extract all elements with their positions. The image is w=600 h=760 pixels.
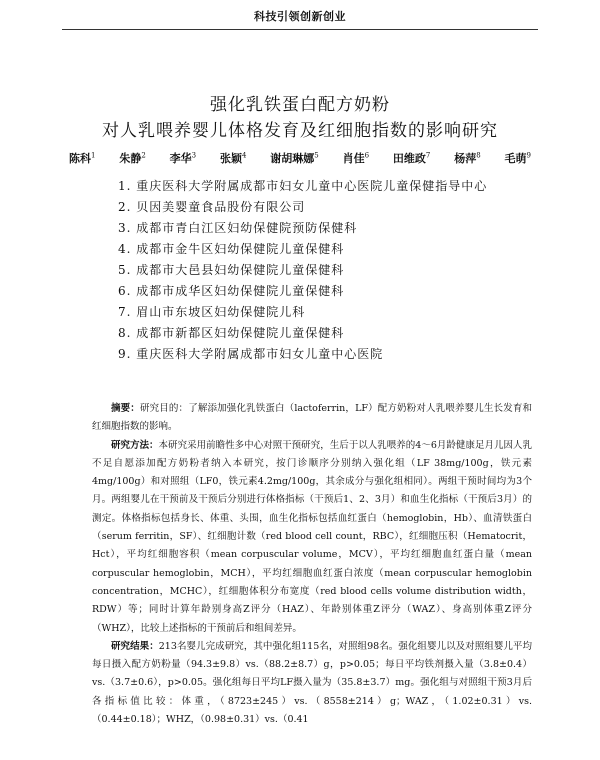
author: 张颖$^4$	[219, 151, 247, 165]
results-text: 213名婴儿完成研究，其中强化组115名，对照组98名。强化组婴儿以及对照组婴儿平均每日摄入配方奶粉量（94.3±9.8）vs.（88.2±8.7）g，p>0.05；每日平均铁剂摄入量（3.8±0.4）vs.（3.7±0.6），p>0.05。强化组每日平均LF摄入量为（35.8±3.7）mg。强化组与对照组干预3月后各指标值比较：体重，（8723±245）vs.（8558±214）g；WAZ，（1.02±0.31）vs.（0.44±0.18）；WHZ，（0.98±0.31）vs.（0.41	[92, 640, 532, 726]
methods-label: 研究方法：	[111, 439, 159, 451]
header-divider	[62, 29, 538, 30]
affiliation-item: 8. 成都市新都区妇幼保健院儿童保健科	[118, 326, 345, 340]
affiliation-item: 6. 成都市成华区妇幼保健院儿童保健科	[118, 284, 345, 298]
author: 肖佳$^6$	[342, 151, 370, 165]
results-label: 研究结果：	[111, 640, 159, 652]
author: 谢胡琳娜$^5$	[270, 151, 319, 165]
running-header	[0, 0, 600, 28]
affiliation-item: 2. 贝因美婴童食品股份有限公司	[118, 200, 306, 214]
author-list	[0, 150, 600, 166]
journal-section-title: 科技引领创新创业	[254, 10, 346, 23]
author: 朱静$^2$	[119, 151, 146, 165]
affiliation-list	[118, 176, 487, 365]
affiliation-item: 7. 眉山市东坡区妇幼保健院儿科	[118, 305, 306, 319]
author: 杨萍$^8$	[454, 151, 481, 165]
abstract-label: 摘要：	[111, 403, 140, 414]
author: 李华$^3$	[169, 151, 197, 165]
paper-title-line-2: 对人乳喂养婴儿体格发育及红细胞指数的影响研究	[102, 121, 498, 141]
affiliation-item: 3. 成都市青白江区妇幼保健院预防保健科	[118, 221, 358, 235]
author: 毛萌$^9$	[504, 151, 531, 165]
author: 田维政$^7$	[392, 151, 431, 165]
results-paragraph	[92, 638, 532, 729]
abstract-body	[92, 400, 532, 729]
affiliation-item: 5. 成都市大邑县妇幼保健院儿童保健科	[118, 263, 345, 277]
abstract-paragraph	[92, 400, 532, 437]
paper-title-line-1: 强化乳铁蛋白配方奶粉	[210, 95, 390, 115]
methods-paragraph	[92, 437, 532, 638]
affiliation-item: 9. 重庆医科大学附属成都市妇女儿童中心医院	[118, 347, 384, 361]
abstract-text: 研究目的：了解添加强化乳铁蛋白（lactoferrin，LF）配方奶粉对人乳喂养婴儿生长发育和红细胞指数的影响。	[92, 403, 532, 433]
affiliation-item: 1. 重庆医科大学附属成都市妇女儿童中心医院儿童保健指导中心	[118, 179, 488, 193]
affiliation-item: 4. 成都市金牛区妇幼保健院儿童保健科	[118, 242, 345, 256]
methods-text: 本研究采用前瞻性多中心对照干预研究，生后于以人乳喂养的4～6月龄健康足月儿因人乳不足自愿添加配方奶粉者纳入本研究，按门诊顺序分别纳入强化组（LF 38mg/100g，铁元素4mg/100g）和对照组（LF0，铁元素4.2mg/100g，其余成分与强化组相同）。两组干预时间均为3个月。两组婴儿在干预前及干预后分别进行体格指标（干预后1、2、3月）和血生化指标（干预后3月）的测定。体格指标包括身长、体重、头围，血生化指标包括血红蛋白（hemoglobin，Hb）、血清铁蛋白（serum ferritin，SF）、红细胞计数（red blood cell count，RBC），红细胞压积（Hematocrit，Hct），平均红细胞容积（mean corpuscular volume，MCV），平均红细胞血红蛋白量（mean corpuscular hemoglobin，MCH），平均红细胞血红蛋白浓度（mean corpuscular hemoglobin concentration，MCHC），红细胞体积分布宽度（red blood cells volume distribution width，RDW）等；同时计算年龄别身高Z评分（HAZ）、年龄别体重Z评分（WAZ）、身高别体重Z评分（WHZ），比较上述指标的干预前后和组间差异。	[92, 439, 532, 634]
author: 陈科$^1$	[69, 151, 96, 165]
